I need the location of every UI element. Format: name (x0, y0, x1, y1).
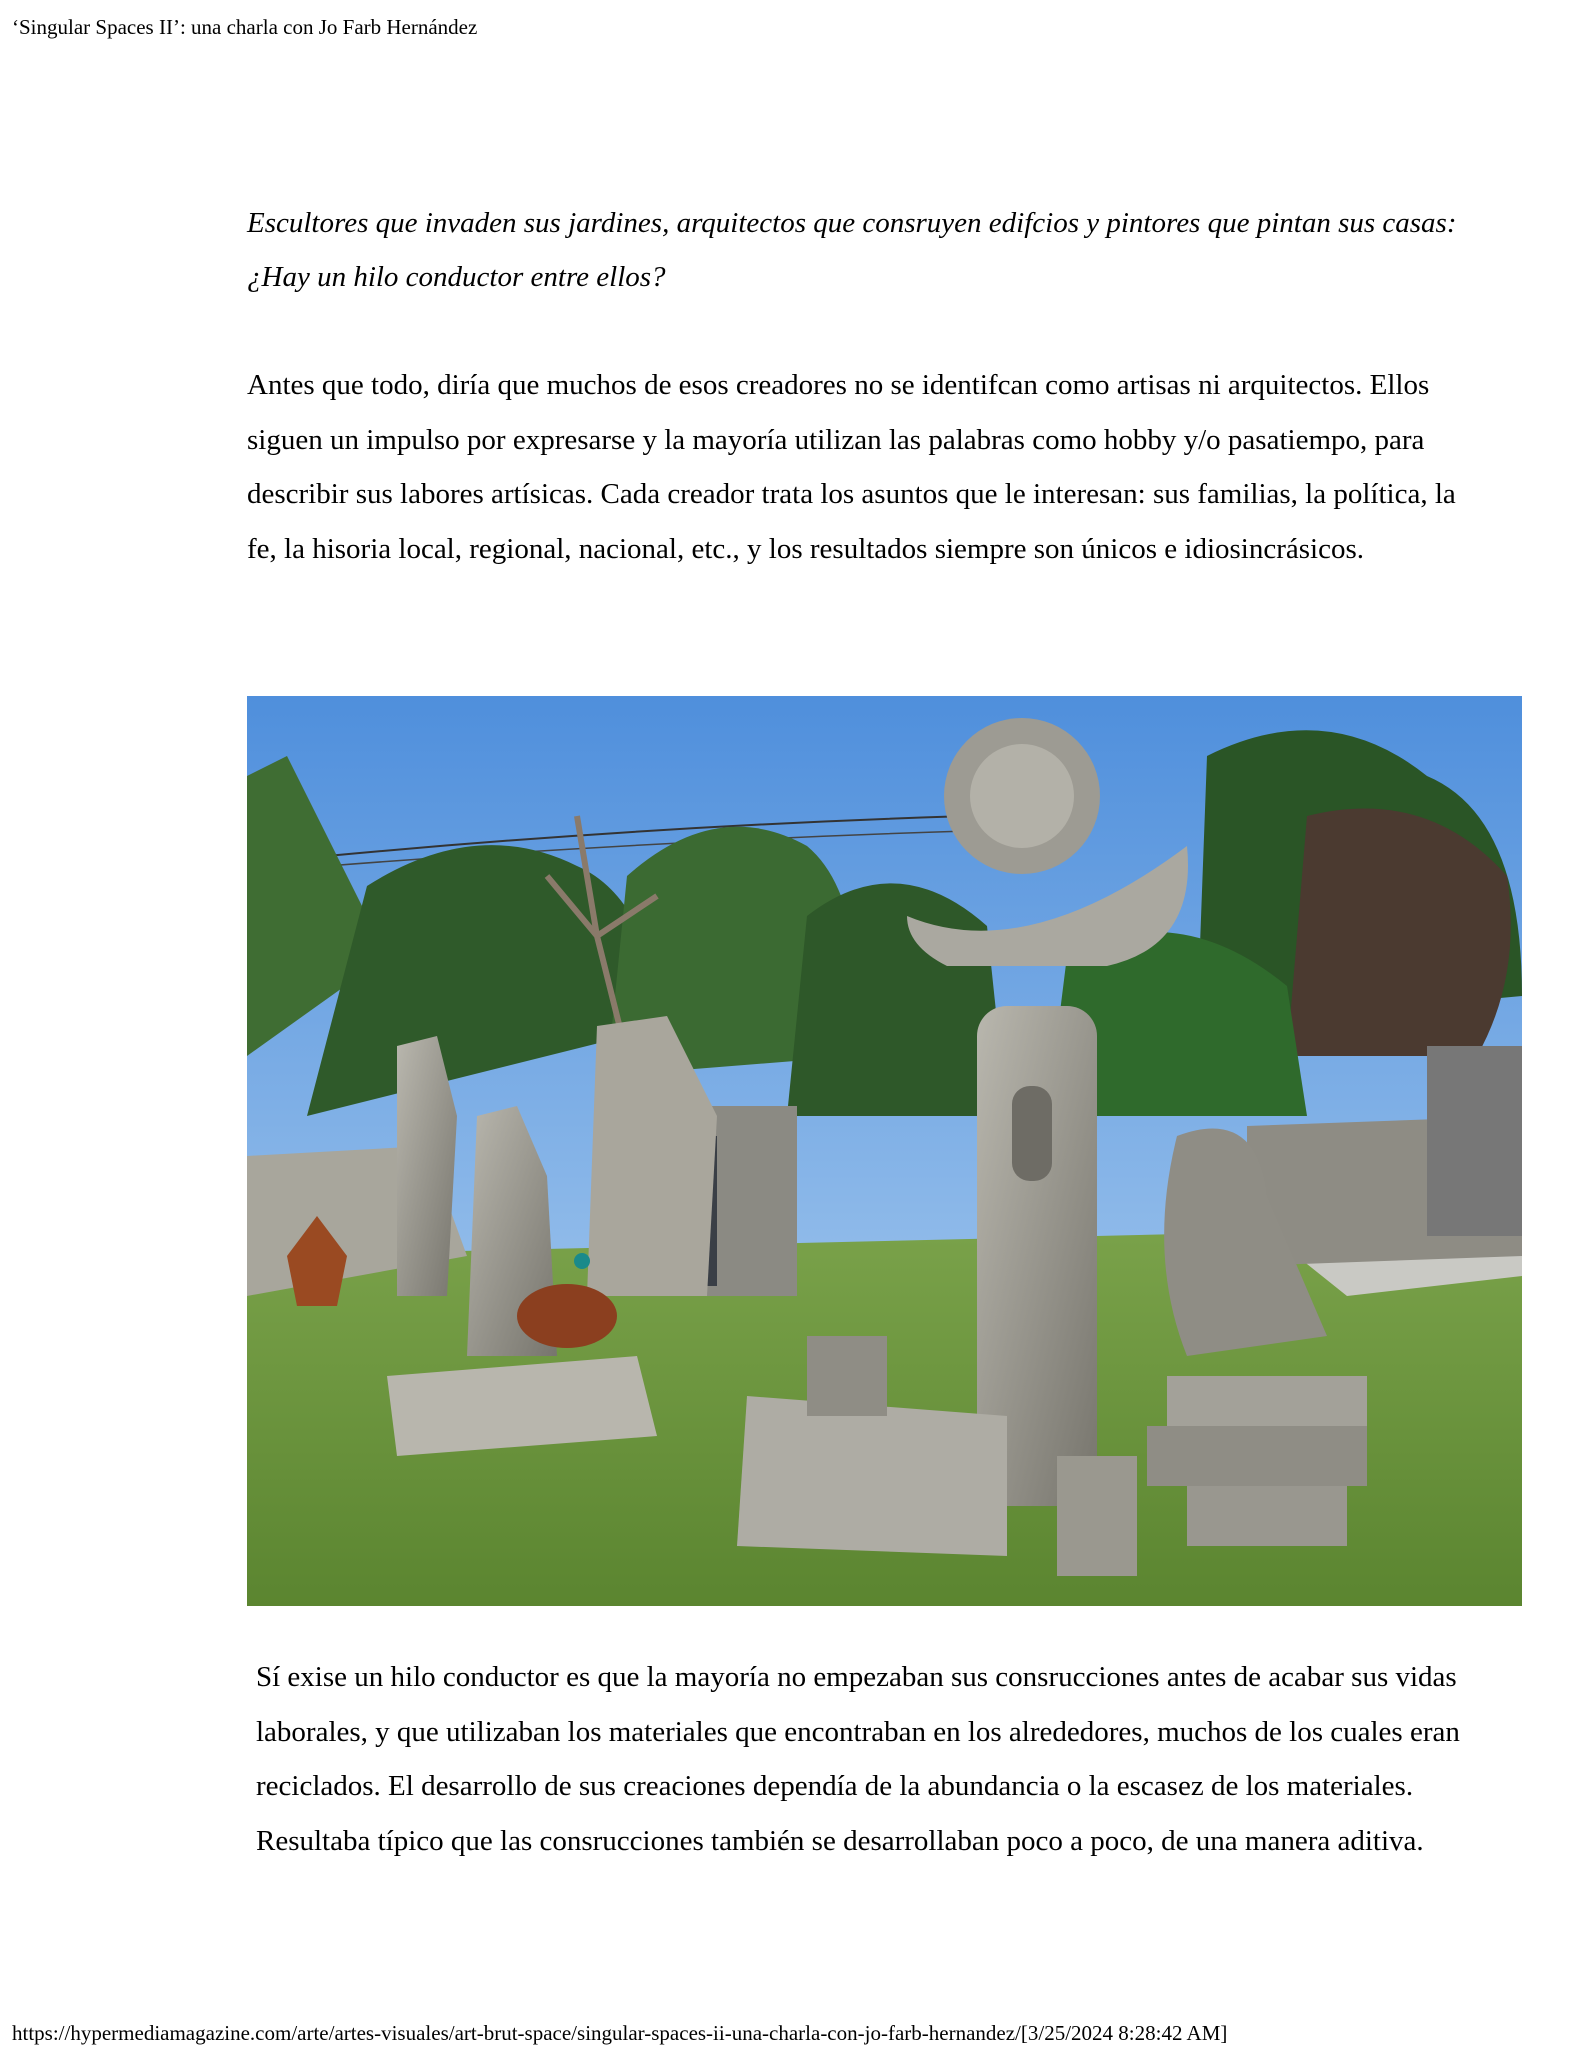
answer-paragraph-2: Sí exise un hilo conductor es que la mayoría no empezaban sus consrucciones antes de acabar sus vidas laborales, y que utilizaban los materiales que encontraban en los alrededores, muchos de los cuales eran reciclados. El desarrollo de sus creaciones dependía de la abundancia o la escasez de los materiales. Resultaba típico que las consrucciones también se desarrollaban poco a poco, de una manera aditiva. (256, 1661, 1460, 1857)
answer-paragraph-1: Antes que todo, diría que muchos de esos creadores no se identifcan como artisas ni arquitectos. Ellos siguen un impulso por expresarse y la mayoría utilizan las palabras como hobby y/o pasatiempo, para describir sus labores artísicas. Cada creador trata los asuntos que le interesan: sus familias, la política, la fe, la hisoria local, regional, nacional, etc., y los resultados siempre son únicos e idiosincrásicos. (247, 369, 1456, 565)
interview-question: Escultores que invaden sus jardines, arquitectos que consruyen edifcios y pintores que pintan sus casas: ¿Hay un hilo conductor entre ellos? (247, 207, 1457, 293)
source-url-footer: https://hypermediamagazine.com/arte/artes-visuales/art-brut-space/singular-spaces-ii-una-charla-con-jo-farb-hernandez/[3/25/2024 8:28:42 AM] (12, 2021, 1228, 2045)
page-header-title: ‘Singular Spaces II’: una charla con Jo Farb Hernández (12, 15, 478, 39)
sculpture-garden-photo (247, 696, 1522, 1606)
